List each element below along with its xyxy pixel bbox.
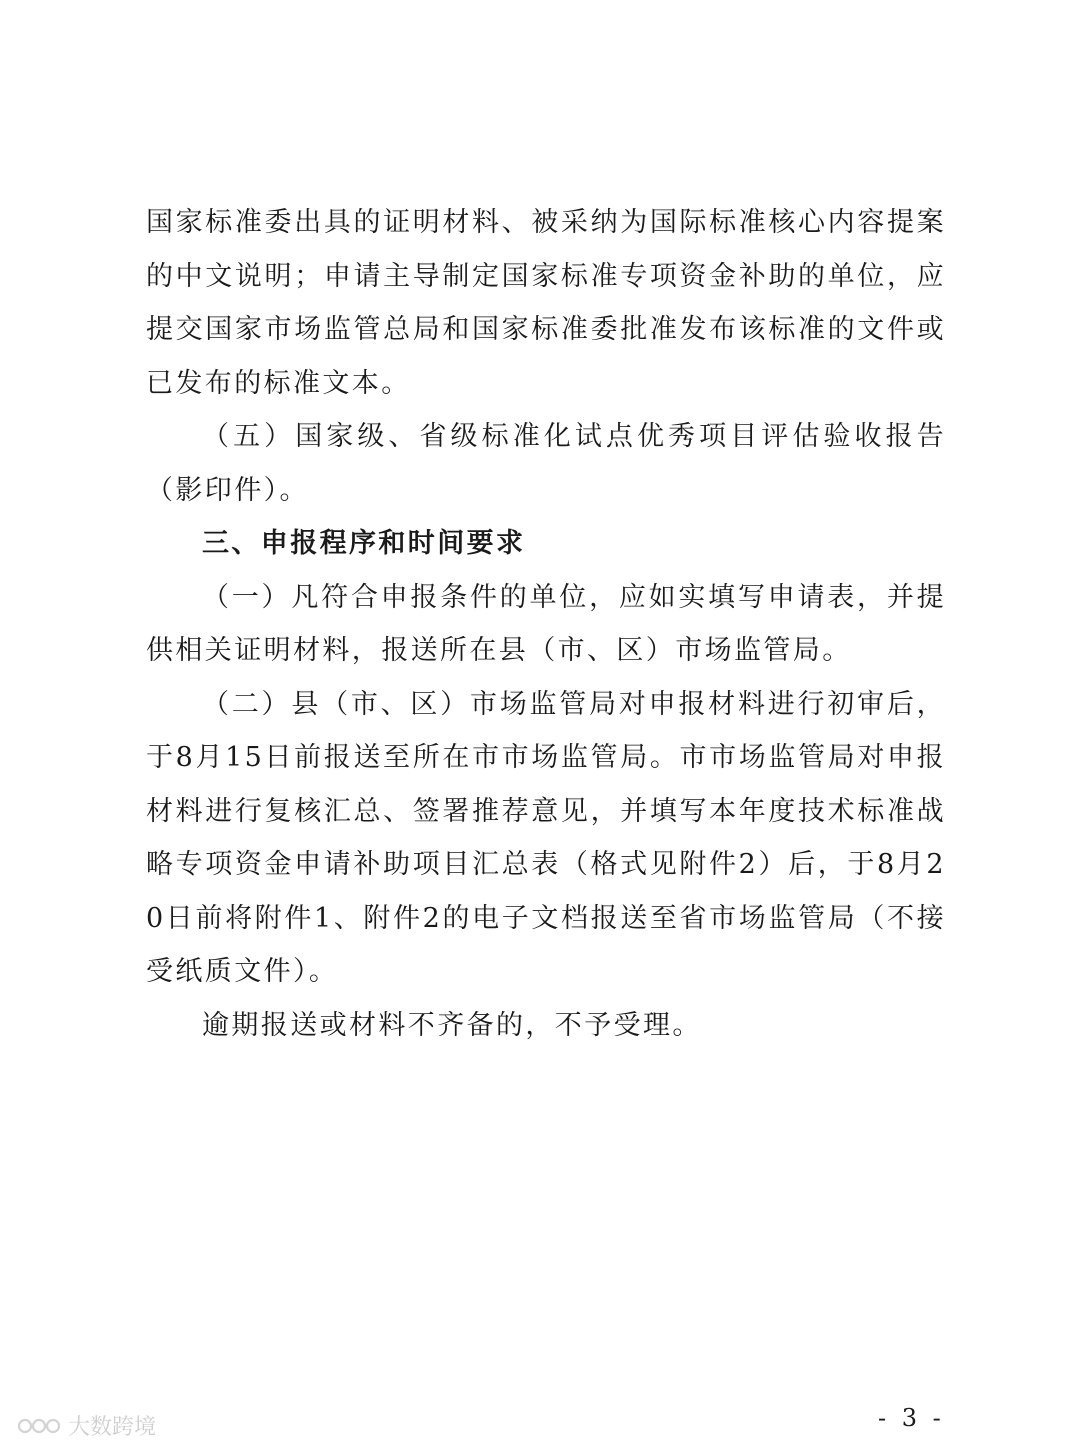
- watermark: [16, 1410, 156, 1441]
- watermark-logo-icon: [16, 1413, 62, 1439]
- paragraph-step-one: （一）凡符合申报条件的单位，应如实填写申请表，并提供相关证明材料，报送所在县（市、区）市场监管局。: [146, 581, 946, 666]
- page-number: - 3 -: [878, 1404, 945, 1432]
- watermark-text: 大数跨境: [68, 1415, 157, 1440]
- paragraph-item-five: （五）国家级、省级标准化试点优秀项目评估验收报告（影印件）。: [146, 421, 946, 506]
- document-body: [146, 196, 946, 1052]
- paragraph-step-two: （二）县（市、区）市场监管局对申报材料进行初审后，于8月15日前报送至所在市市场监管局。市市场监管局对申报材料进行复核汇总、签署推荐意见，并填写本年度技术标准战略专项资金申请补助项目汇总表（格式见附件2）后，于8月20日前将附件1、附件2的电子文档报送至省市场监管局（不接受纸质文件）。: [146, 688, 946, 987]
- section-heading-three: 三、申报程序和时间要求: [202, 528, 526, 559]
- paragraph-continued-materials: 国家标准委出具的证明材料、被采纳为国际标准核心内容提案的中文说明；申请主导制定国家标准专项资金补助的单位，应提交国家市场监管总局和国家标准委批准发布该标准的文件或已发布的标准文本。: [146, 207, 946, 399]
- paragraph-overdue-notice: 逾期报送或材料不齐备的，不予受理。: [202, 1009, 702, 1041]
